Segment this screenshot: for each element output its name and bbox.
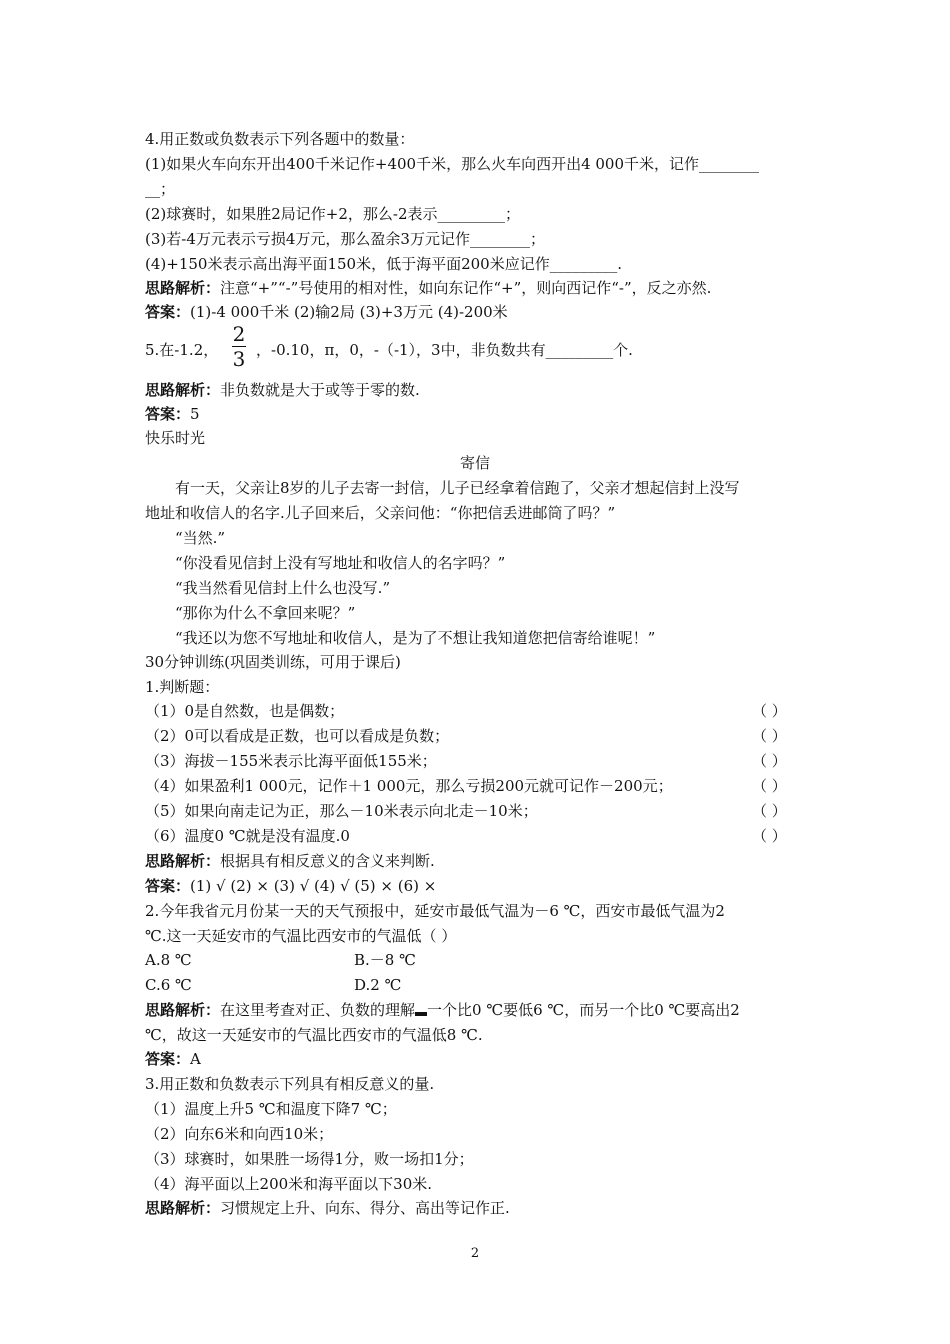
analysis-text: 在这里考查对正、负数的理解 (220, 1001, 416, 1019)
q5-analysis (145, 380, 420, 400)
answer-blank: （ ） (752, 702, 787, 720)
judge-item: （1）0是自然数，也是偶数； (145, 702, 345, 720)
story-line-6: “那你为什么不拿回来呢？” (175, 604, 356, 622)
answer-blank: （ ） (752, 777, 787, 795)
judge-item: （2）0可以看成是正数，也可以看成是负数； (145, 727, 450, 745)
answer-text: (1) √ (2) × (3) √ (4) √ (5) × (6) × (190, 877, 437, 895)
answer-blank: （ ） (752, 827, 787, 845)
q2-option-c: C.6 ℃ (145, 976, 192, 994)
q2-option-d: D.2 ℃ (354, 976, 402, 994)
q4-part2: (2)球赛时，如果胜2局记作+2，那么-2表示_________； (145, 205, 521, 223)
q4-answer (145, 302, 508, 322)
analysis-label: 思路解析： (145, 1001, 221, 1019)
story-line-7: “我还以为您不写地址和收信人，是为了不想让我知道您把信寄给谁呢！” (175, 629, 656, 647)
q2-line-2: ℃.这一天延安市的气温比西安市的气温低（ ） (145, 927, 457, 945)
story-title: 寄信 (459, 454, 490, 472)
judge-item: （5）如果向南走记为正，那么－10米表示向北走－10米； (145, 802, 538, 820)
fraction-two-thirds (229, 323, 249, 370)
analysis-label: 思路解析： (145, 1199, 221, 1217)
story-line-2: 地址和收信人的名字.儿子回来后，父亲问他：“你把信丢进邮筒了吗？” (145, 504, 616, 522)
answer-blank: （ ） (752, 802, 787, 820)
q2-option-b: B.－8 ℃ (354, 951, 416, 969)
answer-label: 答案： (145, 405, 191, 423)
q3-analysis (145, 1198, 510, 1218)
fraction-denominator: 3 (232, 347, 246, 371)
page-number: 2 (470, 1246, 480, 1261)
q4-part1: (1)如果火车向东开出400千米记作+400千米，那么火车向西开出4 000千米，记作________ (145, 155, 760, 173)
analysis-label: 思路解析： (145, 279, 221, 297)
happy-heading: 快乐时光 (145, 429, 206, 447)
q4-part3: (3)若-4万元表示亏损4万元，那么盈余3万元记作________； (145, 230, 545, 248)
judge-item: （6）温度0 ℃就是没有温度.0 (145, 827, 350, 845)
q3-item-1: （1）温度上升5 ℃和温度下降7 ℃； (145, 1100, 397, 1118)
story-line-5: “我当然看见信封上什么也没写.” (175, 579, 391, 597)
analysis-text: 注意“+”“-”号使用的相对性，如向东记作“+”，则向西记作“-”，反之亦然. (220, 279, 712, 297)
analysis-text: 非负数就是大于或等于零的数. (220, 381, 420, 399)
q4-analysis (145, 278, 711, 298)
analysis-text: 习惯规定上升、向东、得分、高出等记作正. (220, 1199, 510, 1217)
q2-answer (145, 1049, 201, 1069)
q3-item-2: （2）向东6米和向西10米； (145, 1125, 334, 1143)
answer-label: 答案： (145, 877, 191, 895)
judge-answer (145, 876, 436, 896)
analysis-label: 思路解析： (145, 852, 221, 870)
q4-part1-cont: __； (145, 180, 176, 198)
fraction-numerator: 2 (232, 322, 246, 346)
answer-text: 5 (190, 405, 200, 423)
q5-answer (145, 404, 200, 424)
q3-item-3: （3）球赛时，如果胜一场得1分，败一场扣1分； (145, 1150, 474, 1168)
analysis-text-cont: 一个比0 ℃要低6 ℃，而另一个比0 ℃要高出2 (427, 1001, 740, 1019)
q3-stem: 3.用正数和负数表示下列具有相反意义的量. (145, 1075, 435, 1093)
analysis-label: 思路解析： (145, 381, 221, 399)
answer-text: A (190, 1050, 201, 1068)
story-line-1: 有一天，父亲让8岁的儿子去寄一封信，儿子已经拿着信跑了，父亲才想起信封上没写 (175, 479, 740, 497)
section-title: 30分钟训练(巩固类训练，可用于课后) (145, 653, 401, 671)
answer-text: (1)-4 000千米 (2)输2局 (3)+3万元 (4)-200米 (190, 303, 508, 321)
answer-label: 答案： (145, 1050, 191, 1068)
judge-item: （4）如果盈利1 000元，记作＋1 000元，那么亏损200元就可记作－200元； (145, 777, 673, 795)
q5-post: ，-0.10，π，0，-（-1），3中，非负数共有_________个. (256, 341, 633, 359)
q4-part4: (4)+150米表示高出海平面150米，低于海平面200米应记作_________. (145, 255, 622, 273)
answer-blank: （ ） (752, 752, 787, 770)
q2-option-a: A.8 ℃ (145, 951, 192, 969)
answer-blank: （ ） (752, 727, 787, 745)
answer-label: 答案： (145, 303, 191, 321)
judge-item: （3）海拔－155米表示比海平面低155米； (145, 752, 437, 770)
q2-analysis (145, 1000, 740, 1020)
story-line-4: “你没看见信封上没有写地址和收信人的名字吗？” (175, 554, 506, 572)
analysis-text: 根据具有相反意义的含义来判断. (220, 852, 435, 870)
q2-line-1: 2.今年我省元月份某一天的天气预报中，延安市最低气温为－6 ℃，西安市最低气温为2 (145, 902, 725, 920)
q5-pre: 5.在-1.2， (145, 341, 219, 359)
q3-item-4: （4）海平面以上200米和海平面以下30米. (145, 1175, 433, 1193)
ink-mark (415, 1012, 427, 1016)
q2-analysis-line-2: ℃，故这一天延安市的气温比西安市的气温低8 ℃. (145, 1026, 483, 1044)
story-line-3: “当然.” (175, 529, 226, 547)
q4-stem: 4.用正数或负数表示下列各题中的数量： (145, 130, 415, 148)
judge-stem: 1.判断题： (145, 678, 220, 696)
judge-analysis (145, 851, 435, 871)
